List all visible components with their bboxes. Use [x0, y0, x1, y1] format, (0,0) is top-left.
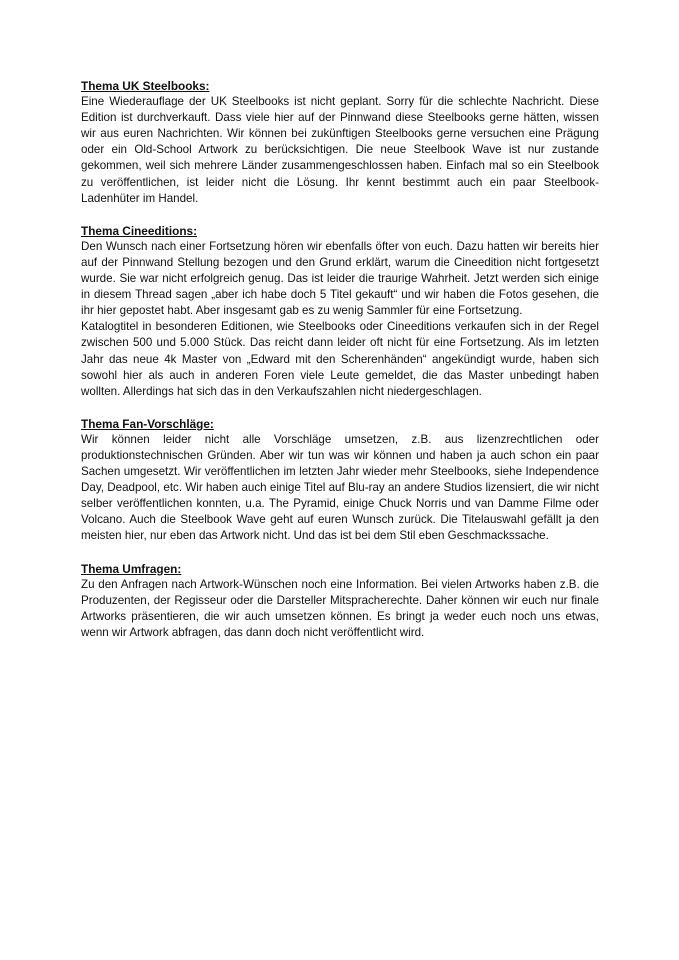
section-uk-steelbooks	[81, 78, 599, 207]
section-paragraph: Den Wunsch nach einer Fortsetzung hören wir ebenfalls öfter von euch. Dazu hatten wir bereits hier auf der Pinnwand Stellung bezogen und den Grund erklärt, warum die Cineedition nicht fortgesetzt wurde. Sie war nicht erfolgreich genug. Das ist leider die traurige Wahrheit. Jetzt werden sich einige in diesem Thread sagen „aber ich habe doch 5 Titel gekauft“ und wir haben die Fotos gesehen, die ihr hier gepostet habt. Aber insgesamt gab es zu wenig Sammler für eine Fortsetzung.	[81, 239, 599, 318]
section-heading: Thema Fan-Vorschläge:	[81, 416, 214, 431]
section-fan-vorschlaege	[81, 416, 599, 545]
section-heading: Thema Cineeditions:	[81, 223, 198, 238]
section-heading: Thema Umfragen:	[81, 561, 182, 576]
section-cineeditions	[81, 223, 599, 400]
section-heading: Thema UK Steelbooks:	[81, 79, 210, 93]
document-page	[81, 78, 599, 657]
section-umfragen	[81, 561, 599, 641]
section-paragraph: Wir können leider nicht alle Vorschläge umsetzen, z.B. aus lizenzrechtlichen oder produktionstechnischen Gründen. Aber wir tun was wir können und haben ja auch schon ein paar Sachen umgesetzt. Wir veröffentlichen im letzten Jahr wieder mehr Steelbooks, siehe Independence Day, Deadpool, etc. Wir haben auch einige Titel auf Blu-ray an andere Studios lizensiert, die wir nicht selber veröffentlichen konnten, u.a. The Pyramid, einige Chuck Norris und van Damme Filme oder Volcano. Auch die Steelbook Wave geht auf euren Wunsch zurück. Die Titelauswahl gefällt ja den meisten hier, nur eben das Artwork nicht. Und das ist bei dem Stil eben Geschmackssache.	[81, 432, 599, 543]
section-paragraph: Zu den Anfragen nach Artwork-Wünschen noch eine Information. Bei vielen Artworks haben z.B. die Produzenten, der Regisseur oder die Darsteller Mitspracherechte. Daher können wir euch nur finale Artworks präsentieren, die wir auch umsetzen können. Es bringt ja weder euch noch uns etwas, wenn wir Artwork abfragen, das dann doch nicht veröffentlicht wird.	[81, 577, 599, 639]
section-paragraph: Eine Wiederauflage der UK Steelbooks ist nicht geplant. Sorry für die schlechte Nachricht. Diese Edition ist durchverkauft. Dass viele hier auf der Pinnwand diese Steelbooks gerne hätten, wissen wir aus euren Nachrichten. Wir können bei zukünftigen Steelbooks gerne versuchen eine Prägung oder ein Old-School Artwork zu berücksichtigen. Die neue Steelbook Wave ist nur zustande gekommen, weil sich mehrere Länder zusammengeschlossen haben. Einfach mal so ein Steelbook zu veröffentlichen, ist leider nicht die Lösung. Ihr kennt bestimmt auch ein paar Steelbook-Ladenhüter im Handel.	[81, 95, 599, 205]
section-paragraph: Katalogtitel in besonderen Editionen, wie Steelbooks oder Cineeditions verkaufen sich in der Regel zwischen 500 und 5.000 Stück. Das reicht dann leider oft nicht für eine Fortsetzung. Als im letzten Jahr das neue 4k Master von „Edward mit den Scherenhänden“ angekündigt wurde, haben sich sowohl hier als auch in anderen Foren viele Leute gemeldet, die das Master unbedingt haben wollten. Allerdings hat sich das in den Verkaufszahlen nicht niedergeschlagen.	[81, 320, 599, 398]
